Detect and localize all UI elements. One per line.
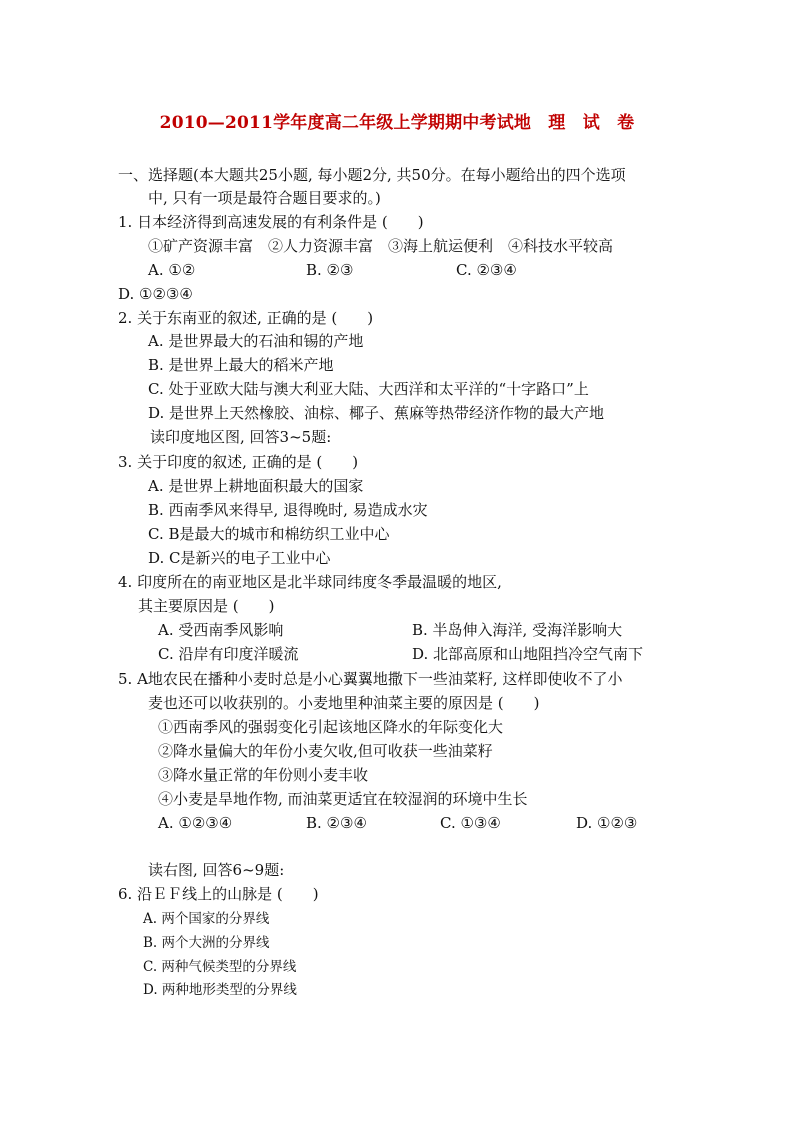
reading-prompt-2: 读右图, 回答6~9题: xyxy=(148,861,285,879)
question-5-item-3: ③降水量正常的年份则小麦丰收 xyxy=(158,766,369,784)
question-3-option-d: D. C是新兴的电子工业中心 xyxy=(148,549,331,567)
question-6-option-a: A. 两个国家的分界线 xyxy=(143,911,270,927)
question-1-items: ①矿产资源丰富 ②人力资源丰富 ③海上航运便利 ④科技水平较高 xyxy=(148,237,614,255)
question-5-option-c: C. ①③④ xyxy=(440,814,501,832)
question-4-option-c: C. 沿岸有印度洋暖流 xyxy=(158,645,299,663)
question-5-stem-line1: 5. A地农民在播种小麦时总是小心翼翼地撒下一些油菜籽, 这样即使收不了小 xyxy=(118,670,623,688)
exam-title: 2010—2011学年度高二年级上学期期中考试地 理 试 卷 xyxy=(159,113,635,133)
question-6-option-c: C. 两种气候类型的分界线 xyxy=(143,959,297,975)
question-3-option-b: B. 西南季风来得早, 退得晚时, 易造成水灾 xyxy=(148,501,428,519)
question-2-stem: 2. 关于东南亚的叙述, 正确的是 ( ) xyxy=(118,309,374,327)
question-1-option-a: A. ①② xyxy=(148,261,196,279)
question-1-option-b: B. ②③ xyxy=(306,261,354,279)
question-6-option-b: B. 两个大洲的分界线 xyxy=(143,935,270,951)
question-2-option-a: A. 是世界最大的石油和锡的产地 xyxy=(148,332,364,350)
reading-prompt-1: 读印度地区图, 回答3~5题: xyxy=(150,428,332,446)
question-5-item-2: ②降水量偏大的年份小麦欠收,但可收获一些油菜籽 xyxy=(158,742,493,760)
question-4-option-d: D. 北部高原和山地阻挡冷空气南下 xyxy=(412,645,644,663)
question-4-option-b: B. 半岛伸入海洋, 受海洋影响大 xyxy=(412,621,623,639)
question-5-option-b: B. ②③④ xyxy=(306,814,367,832)
question-2-option-b: B. 是世界上最大的稻米产地 xyxy=(148,356,334,374)
question-5-item-4: ④小麦是旱地作物, 而油菜更适宜在较湿润的环境中生长 xyxy=(158,790,528,808)
question-3-stem: 3. 关于印度的叙述, 正确的是 ( ) xyxy=(118,453,359,471)
question-3-option-a: A. 是世界上耕地面积最大的国家 xyxy=(148,477,364,495)
question-5-option-a: A. ①②③④ xyxy=(158,814,233,832)
question-2-option-c: C. 处于亚欧大陆与澳大利亚大陆、大西洋和太平洋的“十字路口”上 xyxy=(148,380,589,398)
question-4-stem-line2: 其主要原因是 ( ) xyxy=(138,597,275,615)
question-4-option-a: A. 受西南季风影响 xyxy=(158,621,284,639)
question-6-stem: 6. 沿ＥＦ线上的山脉是 ( ) xyxy=(118,885,319,903)
question-1-option-c: C. ②③④ xyxy=(456,261,517,279)
question-5-item-1: ①西南季风的强弱变化引起该地区降水的年际变化大 xyxy=(158,718,504,736)
section-heading-line1: 一、选择题(本大题共25小题, 每小题2分, 共50分。在每小题给出的四个选项 xyxy=(118,166,626,184)
question-4-stem-line1: 4. 印度所在的南亚地区是北半球同纬度冬季最温暖的地区, xyxy=(118,573,502,591)
question-5-stem-line2: 麦也还可以收获别的。小麦地里种油菜主要的原因是 ( ) xyxy=(148,694,540,712)
question-3-option-c: C. B是最大的城市和棉纺织工业中心 xyxy=(148,525,390,543)
question-6-option-d: D. 两种地形类型的分界线 xyxy=(143,982,297,998)
question-1-stem: 1. 日本经济得到高速发展的有利条件是 ( ) xyxy=(118,213,424,231)
question-5-option-d: D. ①②③ xyxy=(576,814,638,832)
question-1-option-d: D. ①②③④ xyxy=(118,285,193,303)
question-2-option-d: D. 是世界上天然橡胶、油棕、椰子、蕉麻等热带经济作物的最大产地 xyxy=(148,404,605,422)
section-heading-line2: 中, 只有一项是最符合题目要求的。) xyxy=(148,189,381,207)
